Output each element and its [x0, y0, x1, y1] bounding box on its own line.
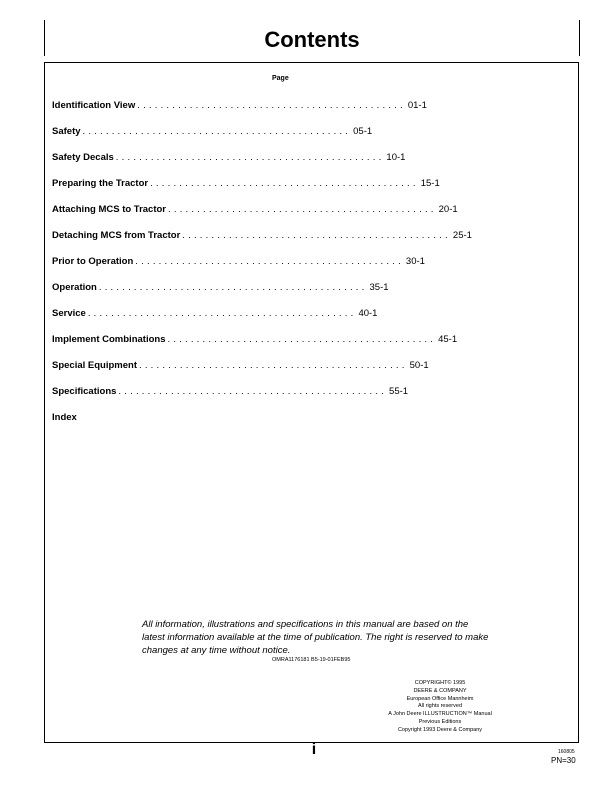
toc-leader-dots: ..............................................: [135, 256, 404, 267]
toc-leader-dots: ..............................................: [118, 386, 388, 397]
toc-entry[interactable]: [52, 203, 458, 229]
toc-entry-title: Prior to Operation: [52, 256, 134, 267]
copyright-line: All rights reserved: [417, 703, 463, 710]
copyright-line: Copyright 1993 Deere & Company: [397, 726, 483, 733]
copyright-line: DEERE & COMPANY: [413, 687, 467, 694]
toc-leader-dots: ..............................................: [87, 308, 357, 319]
toc-entry-title: Specifications: [52, 386, 117, 397]
toc-entry-title: Implement Combinations: [52, 334, 166, 345]
toc-entry-page: 15-1: [420, 178, 440, 189]
toc-leader-dots: ..............................................: [137, 100, 406, 111]
copyright-line: A John Deere ILLUSTRUCTION™ Manual: [388, 711, 492, 718]
copyright-line: Previous Editions: [418, 718, 462, 725]
toc-entry[interactable]: [52, 307, 378, 333]
toc-entry[interactable]: [52, 125, 373, 151]
toc-entry-page: 50-1: [409, 360, 429, 371]
toc-entry-title: Index: [52, 412, 77, 423]
toc-entry-title: Identification View: [52, 100, 136, 111]
toc-entry[interactable]: [52, 281, 389, 307]
page-number: i: [311, 741, 317, 758]
toc-entry-page: 40-1: [358, 308, 378, 319]
toc-entry-title: Safety Decals: [52, 152, 114, 163]
toc-entry[interactable]: [52, 177, 440, 203]
table-of-contents: [52, 99, 472, 437]
toc-entry[interactable]: [52, 99, 427, 125]
copyright-block: [370, 680, 510, 735]
toc-leader-dots: ..............................................: [82, 126, 352, 137]
toc-leader-dots: ..............................................: [139, 360, 408, 371]
toc-entry-page: 01-1: [407, 100, 427, 111]
toc-entry[interactable]: [52, 333, 458, 359]
copyright-line: COPYRIGHT© 1995: [414, 680, 466, 686]
toc-entry-title: Detaching MCS from Tractor: [52, 230, 181, 241]
toc-leader-dots: ..............................................: [167, 334, 437, 345]
toc-entry-page: 05-1: [353, 126, 373, 137]
toc-entry-page: 30-1: [405, 256, 425, 267]
toc-leader-dots: ..............................................: [150, 178, 419, 189]
toc-entry[interactable]: [52, 255, 425, 281]
toc-entry-title: Preparing the Tractor: [52, 178, 149, 189]
page-title: Contents: [264, 27, 360, 52]
toc-entry[interactable]: [52, 229, 472, 255]
toc-leader-dots: ..............................................: [98, 282, 368, 293]
toc-entry-title: Safety: [52, 126, 81, 137]
toc-leader-dots: ..............................................: [182, 230, 451, 241]
toc-entry-title: Operation: [52, 282, 97, 293]
toc-entry-title: Service: [52, 308, 86, 319]
copyright-line: European Office Mannheim: [406, 695, 474, 702]
toc-entry-title: Special Equipment: [52, 360, 137, 371]
disclaimer-notice: All information, illustrations and specifications in this manual are based on the latest information available at the time of publication. The right is reserved to make changes at any time without notice.: [142, 619, 489, 656]
toc-entry-page: 35-1: [369, 282, 389, 293]
footer-pn: PN=30: [551, 756, 576, 765]
page-column-heading: Page: [272, 75, 289, 82]
toc-entry[interactable]: [52, 411, 292, 437]
document-code: OMRA1176181 B5-19-01FEB95: [272, 657, 351, 663]
footer-code: 160805: [558, 749, 575, 755]
toc-entry-page: 10-1: [386, 152, 406, 163]
toc-entry-page: 45-1: [438, 334, 458, 345]
toc-entry-page: 55-1: [389, 386, 409, 397]
toc-entry[interactable]: [52, 151, 406, 177]
toc-entry-page: 25-1: [452, 230, 472, 241]
toc-leader-dots: ..............................................: [168, 204, 437, 215]
toc-entry[interactable]: [52, 359, 429, 385]
toc-entry-page: 20-1: [438, 204, 458, 215]
toc-entry-title: Attaching MCS to Tractor: [52, 204, 167, 215]
toc-leader-dots: ..............................................: [115, 152, 385, 163]
toc-entry[interactable]: [52, 385, 409, 411]
